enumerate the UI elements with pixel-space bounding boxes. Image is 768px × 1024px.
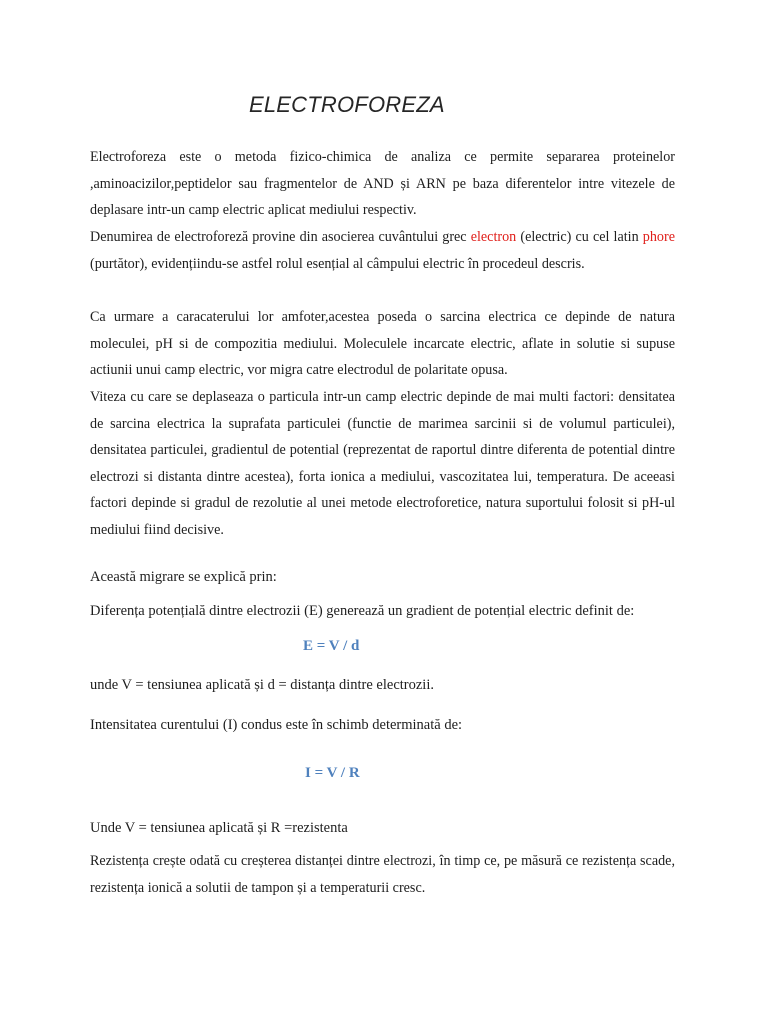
formula-electric-field: E = V / d bbox=[303, 638, 360, 654]
document-title: ELECTROFOREZA bbox=[249, 92, 445, 117]
formula-e-note: unde V = tensiunea aplicată și d = distanța dintre electrozii. bbox=[90, 677, 434, 693]
charge-paragraph bbox=[90, 304, 675, 384]
velocity-factors-paragraph bbox=[90, 384, 675, 543]
intro-paragraph bbox=[90, 144, 675, 224]
migration-intro: Această migrare se explică prin: bbox=[90, 569, 277, 585]
formula-current: I = V / R bbox=[305, 765, 360, 781]
highlighted-term: electron bbox=[470, 229, 517, 245]
text-run: Ca urmare a caracaterului lor amfoter,acestea poseda o sarcina electrica ce depinde de natura moleculei, pH si de compozitia mediului. Moleculele incarcate electric, aflate in solutie si supuse actiunii unui camp electric, vor migra catre electrodul de polaritate opusa. bbox=[90, 309, 675, 378]
text-run: Viteza cu care se deplaseaza o particula intr-un camp electric depinde de mai multi factori: densitatea de sarcina electrica la suprafata particulei (functie de marimea sarcinii si de volumul particulei), densitatea particulei, gradientul de potential (reprezentat de raportul dintre diferenta de potential dintre electrozi si distanta dintre acestea), forta ionica a mediului, vascozitatea lui, temperatura. De aceeasi factori depinde si gradul de rezolutie al unei metode electroforetice, natura suportului folosit si pH-ul mediului fiind decisive. bbox=[90, 389, 675, 538]
current-sentence: Intensitatea curentului (I) condus este în schimb determinată de: bbox=[90, 717, 463, 733]
text-run: (electric) cu cel latin bbox=[516, 229, 643, 245]
text-run: (purtător), evidențiindu-se astfel rolul esențial al câmpului electric în procedeul descris. bbox=[90, 255, 585, 272]
text-run: Denumirea de electroforeză provine din asocierea cuvântului grec bbox=[90, 229, 471, 245]
highlighted-term: phore bbox=[642, 229, 675, 245]
formula-i-note: Unde V = tensiunea aplicată și R =rezistenta bbox=[90, 820, 348, 836]
text-run: Electroforeza este o metoda fizico-chimica de analiza ce permite separarea proteinelor ,aminoacizilor,peptidelor sau fragmentelor de AND și ARN pe baza diferentelor intre vitezele de deplasare intr-un camp electric aplicat mediului respectiv. bbox=[90, 149, 675, 218]
resistance-paragraph: Rezistența crește odată cu creșterea distanței dintre electrozi, în timp ce, pe măsură ce rezistența scade, rezistența ionică a solutii de tampon și a temperaturii cresc. bbox=[90, 853, 675, 896]
potential-sentence: Diferența potențială dintre electrozii (E) generează un gradient de potențial electric definit de: bbox=[90, 603, 635, 619]
etymology-paragraph bbox=[90, 224, 675, 277]
